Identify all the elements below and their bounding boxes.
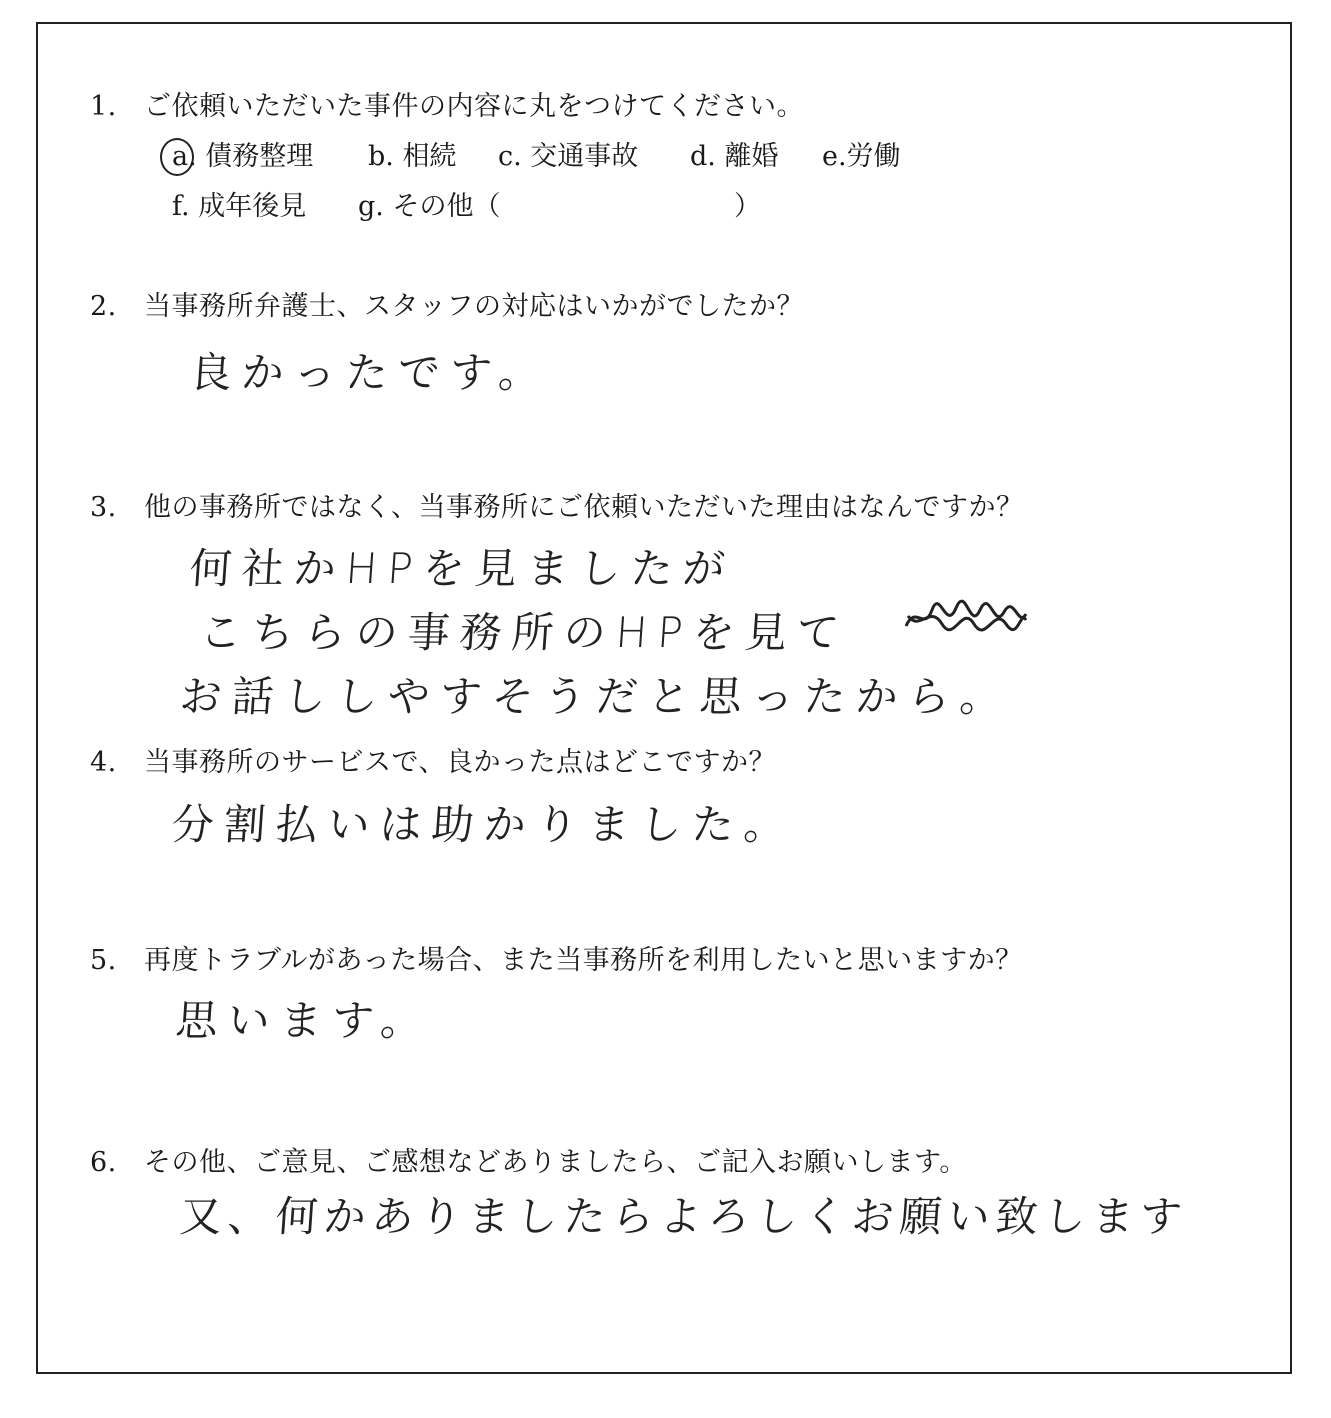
question-text: その他、ご意見、ご感想などありましたら、ご記入お願いします。 bbox=[144, 1147, 967, 1178]
question-number: 6. bbox=[90, 1147, 117, 1178]
question-5 bbox=[90, 938, 1023, 977]
option-c: c. 交通事故 bbox=[498, 141, 639, 172]
answer-q5: 思います。 bbox=[174, 996, 435, 1045]
answer-q3-line1: 何社かHPを見ましたが bbox=[188, 544, 737, 593]
question-1 bbox=[90, 84, 804, 123]
question-number: 1. bbox=[90, 91, 117, 122]
option-d: d. 離婚 bbox=[690, 141, 779, 172]
question-text: 再度トラブルがあった場合、また当事務所を利用したいと思いますか？ bbox=[144, 945, 1023, 976]
question-4 bbox=[90, 740, 776, 779]
question-text: 当事務所弁護士、スタッフの対応はいかがでしたか？ bbox=[144, 291, 804, 322]
question-number: 2. bbox=[90, 291, 117, 322]
answer-q4: 分割払いは助かりました。 bbox=[170, 800, 798, 849]
answer-q2: 良かったです。 bbox=[188, 348, 553, 397]
question-3 bbox=[90, 485, 1023, 524]
question-text: 当事務所のサービスで、良かった点はどこですか？ bbox=[144, 747, 776, 778]
question-6 bbox=[90, 1140, 967, 1179]
scribble-crossout bbox=[902, 598, 1030, 638]
question-number: 5. bbox=[90, 945, 117, 976]
question-2 bbox=[90, 284, 804, 323]
answer-q3-line2: こちらの事務所のHPを見て bbox=[198, 608, 851, 657]
option-a: a. 債務整理 bbox=[172, 141, 314, 172]
option-g: g. その他（ bbox=[358, 191, 501, 222]
option-g-close: ） bbox=[734, 191, 761, 222]
option-f: f. 成年後見 bbox=[172, 191, 307, 222]
option-e: e.労働 bbox=[822, 141, 901, 172]
answer-q3-line3: お話ししやすそうだと思ったから。 bbox=[178, 672, 1014, 721]
question-number: 4. bbox=[90, 747, 117, 778]
answer-q6: 又、何かありましたらよろしくお願い致します bbox=[178, 1192, 1190, 1241]
question-text: ご依頼いただいた事件の内容に丸をつけてください。 bbox=[144, 91, 804, 122]
question-number: 3. bbox=[90, 492, 117, 523]
question-text: 他の事務所ではなく、当事務所にご依頼いただいた理由はなんですか？ bbox=[144, 492, 1024, 523]
option-b: b. 相続 bbox=[368, 141, 457, 172]
